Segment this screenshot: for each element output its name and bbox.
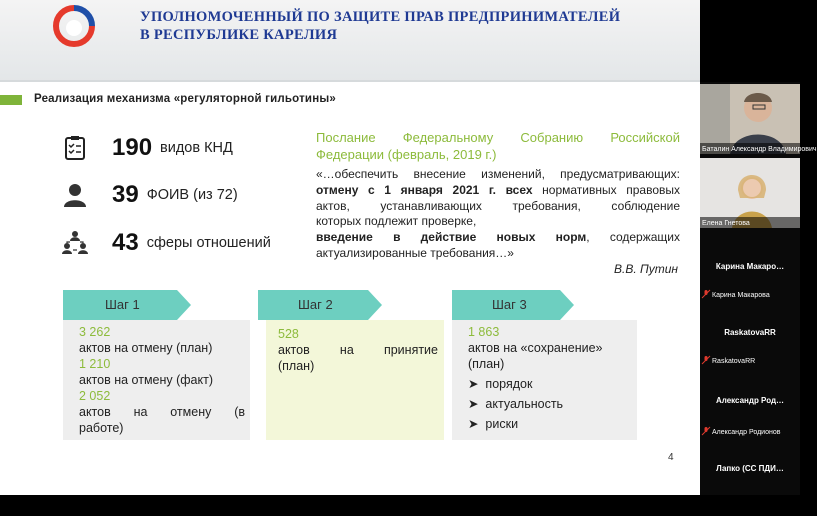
step-1-text-1: актов на отмену (план) (79, 341, 213, 355)
stat-number: 39 (112, 181, 139, 208)
quote-bold-text: отмену с 1 января 2021 г. всех (316, 183, 533, 197)
step-2-text-b: (план) (278, 359, 315, 373)
participant-display-name: Карина Макаро… (715, 262, 785, 271)
participant-tile-6[interactable] (700, 446, 800, 516)
step-3-bullet-2 (468, 396, 563, 412)
header-title (140, 8, 680, 44)
participant-name: Карина Макарова (712, 292, 770, 299)
header-title-line1: УПОЛНОМОЧЕННЫЙ ПО ЗАЩИТЕ ПРАВ ПРЕДПРИНИМАТЕЛЕЙ (140, 9, 621, 25)
quote-line2 (316, 182, 680, 198)
participant-name: Александр Родионов (712, 429, 781, 436)
quote-author: В.В. Путин (614, 262, 678, 276)
step-3-body (452, 320, 637, 440)
quote-source-line1: Послание Федеральному Собранию Российской (316, 130, 680, 145)
step-1-label: Шаг 1 (105, 297, 140, 312)
stat-label: сферы отношений (146, 235, 271, 251)
stat-foiv (62, 178, 238, 212)
quote-line6: актуализированные требования…» (316, 246, 514, 260)
stat-spheres (62, 226, 271, 260)
participant-tile-3[interactable] (700, 232, 800, 302)
participant-name: RaskatovaRR (712, 358, 756, 365)
bullet-arrow-icon: ➤ (468, 397, 486, 411)
header-title-line2: В РЕСПУБЛИКЕ КАРЕЛИЯ (140, 27, 338, 43)
quote-line3: актов, устанавливающих требования, соблюдение (316, 199, 680, 213)
stat-label: видов КНД (160, 140, 233, 156)
checklist-icon (62, 135, 88, 161)
bullet-text: риски (485, 417, 519, 431)
step-1-card (63, 290, 250, 440)
step-3-bullet-3 (468, 416, 518, 432)
participant-tile-2[interactable] (700, 158, 800, 228)
stat-number: 43 (112, 229, 139, 256)
step-1-text-3a: актов на отмену (в (79, 405, 245, 419)
participant-tile-5[interactable] (700, 374, 800, 444)
step-1-text-3b: работе) (79, 421, 124, 435)
mic-muted-icon (702, 427, 710, 435)
quote-line5 (316, 229, 680, 245)
step-3-bullet-1 (468, 376, 532, 392)
person-icon (62, 182, 88, 208)
step-1-value-3: 2 052 (79, 389, 111, 403)
step-1-value-2: 1 210 (79, 357, 111, 371)
participant-name: Баталин Александр Владимирович (702, 146, 817, 153)
step-2-text-a: актов на принятие (278, 343, 438, 357)
quote-line1: «…обеспечить внесение изменений, предусматривающих: (316, 167, 680, 181)
mic-muted-icon (702, 290, 710, 298)
participant-display-name: Лапко (СС ПДИ… (716, 464, 784, 473)
stat-label: ФОИВ (из 72) (146, 187, 238, 203)
step-3-text-b: (план) (468, 357, 505, 371)
participant-name: Елена Гнетова (702, 220, 750, 227)
page-number: 4 (668, 452, 674, 463)
mic-muted-icon (702, 356, 710, 364)
quote-line4: которых подлежит проверке, (316, 214, 477, 228)
step-1-body (63, 320, 250, 440)
quote-bold-text: введение в действие новых норм (316, 230, 587, 244)
quote-text: нормативных правовых (532, 183, 680, 197)
step-2-body (266, 320, 444, 440)
participant-tile-1[interactable] (700, 84, 817, 154)
stat-knd (62, 131, 233, 165)
step-3-value: 1 863 (468, 325, 500, 339)
step-2-value: 528 (278, 327, 299, 341)
section-title: Реализация механизма «регуляторной гильотины» (34, 93, 336, 105)
step-3-card (452, 290, 637, 440)
step-3-label: Шаг 3 (492, 297, 527, 312)
participant-display-name: RaskatovaRR (724, 328, 776, 337)
step-1-value-1: 3 262 (79, 325, 111, 339)
bullet-text: порядок (485, 377, 533, 391)
section-accent-bar (0, 95, 22, 105)
bullet-arrow-icon: ➤ (468, 417, 486, 431)
quote-source-line2: Федерации (февраль, 2019 г.) (316, 147, 497, 162)
slide-header (0, 0, 700, 82)
quote-text: , содержащих (586, 230, 680, 244)
participants-panel[interactable] (700, 82, 817, 495)
bullet-arrow-icon: ➤ (468, 377, 486, 391)
stat-number: 190 (112, 134, 153, 161)
people-network-icon (62, 230, 88, 256)
step-1-text-2: актов на отмену (факт) (79, 373, 214, 387)
participant-tile-4[interactable] (700, 304, 800, 374)
participant-display-name: Александр Род… (715, 396, 785, 405)
step-2-card (258, 290, 444, 440)
ombudsman-logo (40, 4, 108, 48)
step-3-text-a: актов на «сохранение» (468, 341, 603, 355)
step-2-label: Шаг 2 (298, 297, 333, 312)
bullet-text: актуальность (485, 397, 564, 411)
